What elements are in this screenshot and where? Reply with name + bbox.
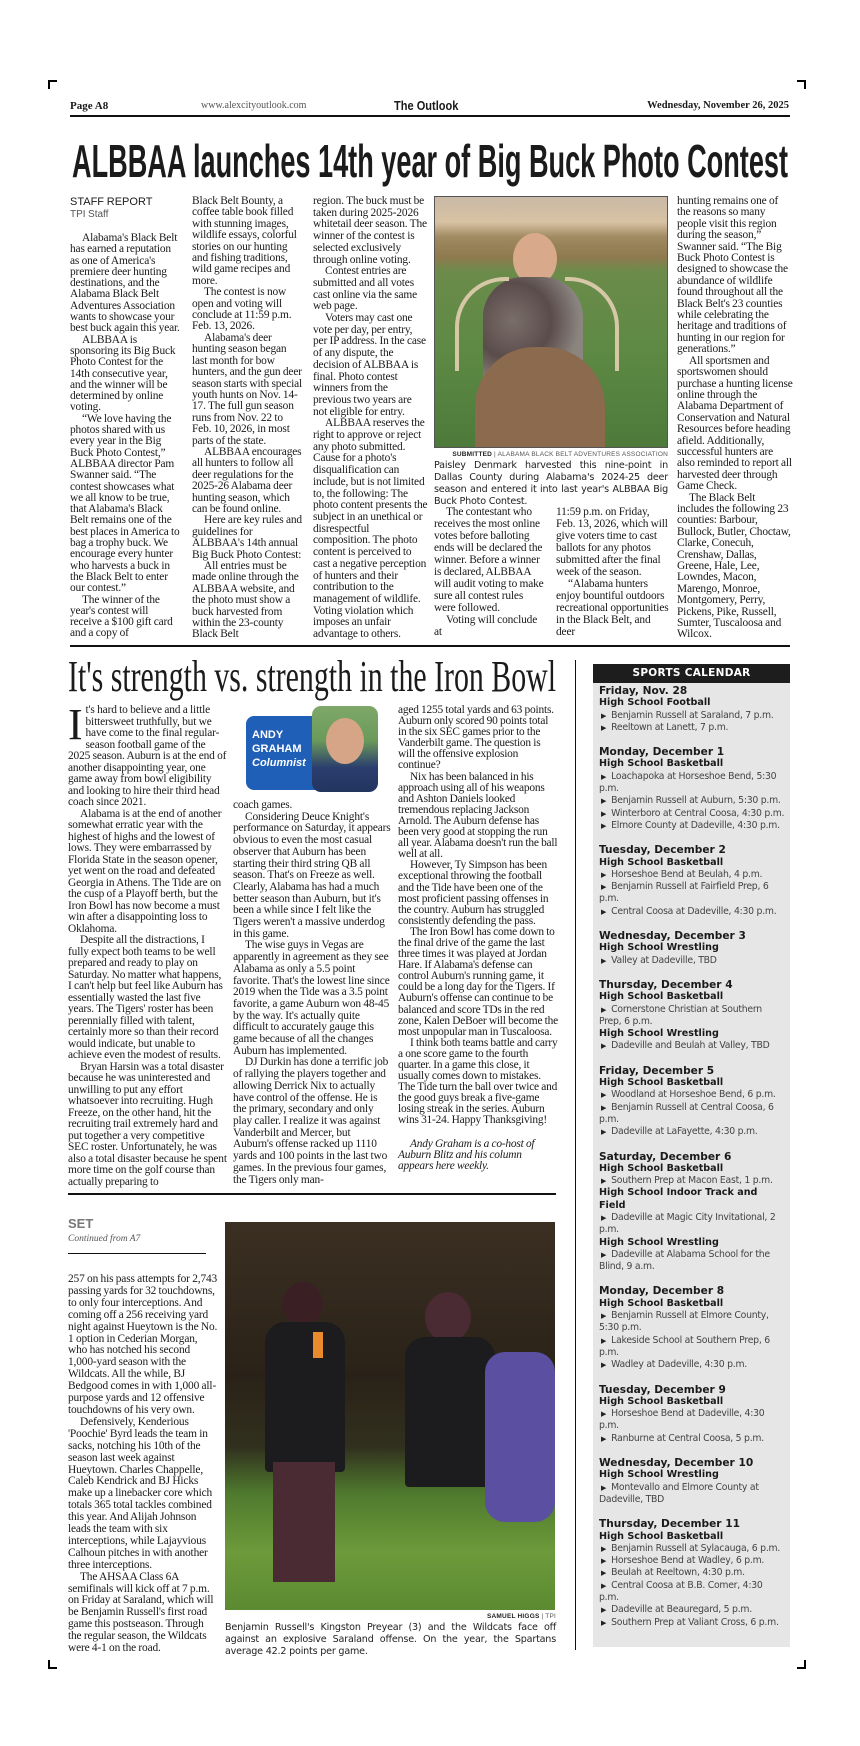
calendar-event bbox=[599, 1004, 785, 1029]
paragraph: Here are key rules and guidelines for ALBBAA's 14th annual Big Buck Photo Contest: bbox=[192, 514, 302, 561]
bullet-triangle-icon: ▶ bbox=[601, 1618, 607, 1627]
lead-paragraph bbox=[68, 700, 227, 809]
event-text: Benjamin Russell at Auburn, 5:30 p.m. bbox=[611, 795, 781, 807]
paragraph: The winner of the year's contest will receive a $100 gift card and a copy of bbox=[70, 593, 173, 640]
bullet-triangle-icon: ▶ bbox=[601, 1434, 607, 1443]
calendar-day bbox=[599, 685, 785, 734]
event-text: Cornerstone Christian at Southern Prep, 6 p.m. bbox=[599, 1003, 762, 1027]
paragraph: Despite all the distractions, I fully expect both teams to be well prepared and ready to play on Saturday. No matter what happens, I can't help but feel like Auburn has essentially wasted the last five years. The Tigers' roster has been perennially filled with talent, certainly more so than their record would indicate, but unable to achieve even the modest of results. bbox=[68, 934, 223, 1061]
article-column bbox=[70, 196, 182, 640]
event-text: Benjamin Russell at Saraland, 7 p.m. bbox=[611, 709, 774, 721]
calendar-date: Saturday, December 6 bbox=[599, 1150, 732, 1163]
calendar-event bbox=[599, 820, 785, 832]
paragraph: Voters may cast one vote per day, per entry, per IP address. In the case of any dispute, the decision of ALBBAA is final. Photo contest winners from the previous two years are not eligible for entry. bbox=[313, 312, 426, 418]
bullet-triangle-icon: ▶ bbox=[601, 1483, 607, 1492]
bullet-triangle-icon: ▶ bbox=[601, 797, 607, 806]
calendar-day bbox=[599, 1518, 785, 1629]
calendar-event bbox=[599, 1567, 785, 1579]
field-marker bbox=[313, 1332, 323, 1358]
calendar-date: Friday, December 5 bbox=[599, 1064, 715, 1077]
calendar-event bbox=[599, 1040, 785, 1052]
columnist-role: Columnist bbox=[252, 757, 306, 769]
bullet-triangle-icon: ▶ bbox=[601, 1312, 607, 1321]
event-text: Reeltown at Lanett, 7 p.m. bbox=[611, 721, 729, 733]
paper-name: The Outlook bbox=[394, 98, 459, 113]
calendar-date: Tuesday, December 2 bbox=[599, 844, 726, 857]
paragraph: ALBBAA is sponsoring its Big Buck Photo Contest for the 14th consecutive year, and the winner will be determined by online voting. bbox=[70, 333, 176, 414]
paragraph: Voting will conclude at bbox=[434, 614, 538, 638]
article-column bbox=[677, 196, 793, 641]
event-text: Benjamin Russell at Central Coosa, 6 p.m. bbox=[599, 1101, 774, 1125]
bullet-triangle-icon: ▶ bbox=[601, 1557, 607, 1566]
article-column bbox=[192, 196, 304, 641]
columnist-face bbox=[326, 718, 364, 764]
paragraph: The AHSAA Class 6A semifinals will kick off at 7 p.m. on Friday at Saraland, which will be Benjamin Russell's first road game this postseason. Through the regular season, the Wildcats were 4-1 on the road. bbox=[68, 1570, 214, 1655]
event-text: Valley at Dadeville, TBD bbox=[611, 954, 717, 966]
byline: STAFF REPORT bbox=[70, 196, 153, 208]
calendar-event bbox=[599, 771, 785, 796]
calendar-day bbox=[599, 1151, 785, 1274]
crop-mark bbox=[797, 80, 806, 89]
section-rule bbox=[70, 645, 790, 647]
calendar-event bbox=[599, 1089, 785, 1101]
event-text: Dadeville at Magic City Invitational, 2 p.m. bbox=[599, 1211, 776, 1236]
calendar-event bbox=[599, 1408, 785, 1433]
event-text: Woodland at Horseshoe Bend, 6 p.m. bbox=[611, 1089, 776, 1101]
columnist-photo bbox=[312, 706, 378, 792]
calendar-sport: High School Basketball bbox=[599, 758, 724, 770]
article-column bbox=[68, 700, 227, 1188]
bullet-triangle-icon: ▶ bbox=[601, 1544, 607, 1553]
event-text: Benjamin Russell at Sylacauga, 6 p.m. bbox=[611, 1542, 781, 1554]
event-text: Dadeville at Alabama School for the Blind, 9 a.m. bbox=[599, 1248, 770, 1273]
bullet-triangle-icon: ▶ bbox=[601, 1005, 607, 1014]
calendar-sport: High School Indoor Track and Field bbox=[599, 1187, 758, 1211]
calendar-event bbox=[599, 906, 785, 918]
calendar-event bbox=[599, 808, 785, 820]
photo-credit: SUBMITTED | ALABAMA BLACK BELT ADVENTURES ASSOCIATION bbox=[452, 451, 668, 458]
credit-org: TPI bbox=[545, 1613, 556, 1620]
calendar-sport: High School Basketball bbox=[599, 991, 724, 1003]
player-jersey bbox=[265, 1322, 345, 1472]
paragraph: However, Ty Simpson has been exceptional throwing the football and the Tide have been one of the most proficient passing offenses in the country. Auburn has struggled consistently defending the pass. bbox=[398, 859, 549, 927]
calendar-sport: High School Football bbox=[599, 697, 711, 709]
paragraph: Contest entries are submitted and all votes cast online via the same web page. bbox=[313, 265, 418, 313]
calendar-sport: High School Basketball bbox=[599, 1530, 724, 1542]
credit-org: ALABAMA BLACK BELT ADVENTURES ASSOCIATION bbox=[497, 451, 668, 458]
calendar-day bbox=[599, 746, 785, 832]
calendar-day bbox=[599, 1285, 785, 1371]
calendar-event bbox=[599, 955, 785, 967]
paragraph: Considering Deuce Knight's performance on Saturday, it appears obvious to even the most casual observer that Auburn has been starting their third string QB all season. That's on Freeze as well. Clearly, Alabama has had a much better season than Auburn, but it's been a while since I felt like the Tigers weren't a massive underdog in this game. bbox=[233, 810, 391, 940]
paragraph: “We love having the photos shared with us every year in the Big Buck Photo Contest,” ALBBAA director Pam Swanner said. “The contest showcases what we all know to be true, that Alabama's Black Belt remains one of the best places in America to bag a trophy buck. We encourage every hunter who harvests a buck in the Black Belt to enter our contest.” bbox=[70, 412, 180, 595]
opponent-jersey bbox=[485, 1352, 555, 1522]
bullet-triangle-icon: ▶ bbox=[601, 723, 607, 732]
paragraph: Bryan Harsin was a total disaster because he was uninterested and unwilling to put any effort whatsoever into recruiting. Hugh Freeze, on the other hand, hit the recruiting trail extremely hard and put together a very competitive SEC roster. Unfortunately, he was also a total disaster because he spent more time on the golf course than actually preparing to bbox=[68, 1060, 227, 1188]
calendar-event bbox=[599, 1359, 785, 1371]
antler bbox=[455, 277, 509, 371]
paragraph: Alabama is at the end of another somewhat erratic year with the highest of highs and the lowest of lows. They were embarrassed by Florida State in the season opener, yet went on the road and defeated Georgia in Athens. The Tide are on the cusp of a Playoff berth, but the Iron Bowl has now become a must win after a disappointing loss to Oklahoma. bbox=[68, 807, 222, 935]
event-text: Beulah at Reeltown, 4:30 p.m. bbox=[611, 1567, 745, 1579]
article-column bbox=[68, 1274, 218, 1655]
paragraph: Nix has been balanced in his approach using all of his weapons and Ashton Daniels looked tremendous replacing Jackson Arnold. The Auburn defense has been very good at stopping the run all year. Alabama doesn't run the ball well at all. bbox=[398, 770, 558, 861]
calendar-day bbox=[599, 979, 785, 1053]
calendar-sport: High School Basketball bbox=[599, 1395, 724, 1407]
article-column bbox=[556, 506, 670, 638]
column-headline bbox=[68, 654, 556, 700]
event-text: Montevallo and Elmore County at Dadeville, TBD bbox=[599, 1481, 759, 1505]
paragraph: Alabama's Black Belt has earned a reputation as one of America's premiere deer hunting destinations, and the Alabama Black Belt Adventures Association wants to showcase your best buck again this year. bbox=[70, 232, 180, 335]
event-text: Southern Prep at Macon East, 1 p.m. bbox=[611, 1175, 773, 1187]
bullet-triangle-icon: ▶ bbox=[601, 1213, 607, 1222]
player-pants bbox=[273, 1462, 335, 1582]
photo-caption: Benjamin Russell's Kingston Preyear (3) and the Wildcats face off against an explosive Saraland offense. On the year, the Spartans average 42.2 points per game. bbox=[225, 1622, 556, 1657]
calendar-day bbox=[599, 1384, 785, 1445]
calendar-sport: High School Wrestling bbox=[599, 1469, 719, 1481]
paragraph: Defensively, Kenderious 'Poochie' Byrd leads the team in sacks, notching his 10th of the season last week against Hueytown. Charles Chappelle, Caleb Kendrick and BJ Hicks make up a linebacker core which totals 365 total tackles combined this year. And Alijah Johnson leads the team with six interceptions, while Lajayvious Calhoun pitches in with another three interceptions. bbox=[68, 1415, 213, 1571]
paragraph: The contestant who receives the most online votes before balloting ends will be declared the winner. Before a winner is declared, ALBBAA will audit voting to make sure all contest rules were followed. bbox=[434, 506, 544, 614]
event-text: Horseshoe Bend at Wadley, 6 p.m. bbox=[611, 1555, 765, 1567]
headline-text: ALBBAA launches 14th year of Big Buck Photo Contest bbox=[72, 135, 788, 187]
event-text: Horseshoe Bend at Dadeville, 4:30 p.m. bbox=[599, 1408, 765, 1432]
bullet-triangle-icon: ▶ bbox=[601, 711, 607, 720]
player-helmet bbox=[283, 1282, 323, 1326]
bullet-triangle-icon: ▶ bbox=[601, 956, 607, 965]
paragraph: 257 on his pass attempts for 2,743 passing yards for 32 touchdowns, to only four interceptions. And coming off a 256 receiving yard night against Hueytown is the No. 1 option in Cederian Morgan, who has notched his second 1,000-yard season with the Wildcats. All the while, BJ Bedgood comes in with 1,000 all-purpose yards and 12 offensive touchdowns of his very own. bbox=[68, 1273, 218, 1416]
bullet-triangle-icon: ▶ bbox=[601, 772, 607, 781]
event-text: Central Coosa at B.B. Comer, 4:30 p.m. bbox=[599, 1579, 763, 1603]
paragraph: All sportsmen and sportswomen should purchase a hunting license online through the Alabama Department of Conservation and Natural Resources before heading afield. Additionally, successful hunters are also reminded to report all harvested deer through Game Check. bbox=[677, 354, 793, 493]
calendar-event bbox=[599, 881, 785, 906]
calendar-event bbox=[599, 710, 785, 722]
player-jersey bbox=[405, 1337, 495, 1487]
paragraph: ALBBAA reserves the right to approve or reject any photo submitted. Cause for a photo's disqualification can include, but is not limited to, the following: The photo content presents the subject in an unethical or disrespectful composition. The photo content is perceived to cast a negative perception of hunters and their contribution to the management of wildlife. Voting violation which imposes an unfair advantage to others. bbox=[313, 417, 428, 641]
calendar-event bbox=[599, 795, 785, 807]
calendar-event bbox=[599, 1310, 785, 1335]
paragraph: “Alabama hunters enjoy bountiful outdoors recreational opportunities in the Black Belt, and deer bbox=[556, 578, 669, 638]
bullet-triangle-icon: ▶ bbox=[601, 1103, 607, 1112]
jump-rule bbox=[68, 1253, 206, 1254]
paragraph: coach games. bbox=[233, 799, 293, 811]
event-text: Lakeside School at Southern Prep, 6 p.m. bbox=[599, 1334, 770, 1358]
bullet-triangle-icon: ▶ bbox=[601, 1336, 607, 1345]
calendar-event bbox=[599, 1433, 785, 1445]
calendar-event bbox=[599, 1617, 785, 1629]
calendar-sport: High School Wrestling bbox=[599, 1028, 719, 1040]
football-photo bbox=[225, 1222, 555, 1610]
lead-text: t's hard to believe and a little bittersweet truthfully, but we have come to the final regular-season football game of the 2025 season. Auburn is at the end of another disappointing year, one game away from bowl eligibility and looking to hire their third head coach since 2021. bbox=[68, 704, 227, 808]
article-column bbox=[313, 196, 428, 641]
calendar-event bbox=[599, 722, 785, 734]
calendar-day bbox=[599, 930, 785, 967]
calendar-date: Thursday, December 11 bbox=[599, 1518, 740, 1531]
calendar-day bbox=[599, 844, 785, 918]
player-helmet bbox=[425, 1292, 471, 1342]
calendar-event bbox=[599, 1482, 785, 1507]
event-text: Central Coosa at Dadeville, 4:30 p.m. bbox=[611, 905, 777, 917]
calendar-event bbox=[599, 1102, 785, 1127]
bullet-triangle-icon: ▶ bbox=[601, 821, 607, 830]
sports-calendar bbox=[593, 664, 790, 1647]
columnist-first-name: ANDY bbox=[252, 729, 284, 741]
bullet-triangle-icon: ▶ bbox=[601, 883, 607, 892]
credit-name: SUBMITTED bbox=[452, 451, 493, 458]
page-number: Page A8 bbox=[70, 100, 109, 112]
bullet-triangle-icon: ▶ bbox=[601, 1128, 607, 1137]
paragraph: DJ Durkin has done a terrific job of rallying the players together and allowing Derrick Nix to actually have control of the offense. He is the primary, secondary and only play caller. I realize it was against Vanderbilt and Mercer, but Auburn's offense racked up 1110 yards and 100 points in the last two games. In the previous four games, the Tigers only man- bbox=[233, 1056, 389, 1186]
calendar-date: Wednesday, December 10 bbox=[599, 1457, 754, 1470]
paragraph: ALBBAA encourages all hunters to follow all deer regulations for the 2025-26 Alabama deer hunting season, which can be found online. bbox=[192, 445, 302, 515]
crop-mark bbox=[48, 80, 57, 89]
bullet-triangle-icon: ▶ bbox=[601, 1581, 607, 1590]
continued-from: Continued from A7 bbox=[68, 1234, 141, 1244]
calendar-event bbox=[599, 1580, 785, 1605]
event-text: Dadeville and Beulah at Valley, TBD bbox=[611, 1040, 770, 1052]
jump-label: SET bbox=[68, 1216, 94, 1231]
author-tagline: Andy Graham is a co-host of Auburn Blitz and his column appears here weekly. bbox=[398, 1137, 535, 1172]
calendar-title: SPORTS CALENDAR bbox=[593, 664, 790, 683]
calendar-sport: High School Wrestling bbox=[599, 1236, 719, 1248]
calendar-date: Thursday, December 4 bbox=[599, 978, 733, 991]
event-text: Loachapoka at Horseshoe Bend, 5:30 p.m. bbox=[599, 770, 777, 795]
calendar-event bbox=[599, 1249, 785, 1274]
deer-hunter-photo bbox=[434, 196, 668, 448]
event-text: Horseshoe Bend at Beulah, 4 p.m. bbox=[611, 868, 763, 880]
column-divider bbox=[575, 660, 576, 1650]
calendar-date: Tuesday, December 9 bbox=[599, 1383, 726, 1396]
bullet-triangle-icon: ▶ bbox=[601, 1250, 607, 1259]
bullet-triangle-icon: ▶ bbox=[601, 1410, 607, 1419]
paragraph: 11:59 p.m. on Friday, Feb. 13, 2026, which will give voters time to cast ballots for any photos submitted after the final week of the season. bbox=[556, 506, 668, 578]
paragraph: I think both teams battle and carry a one score game to the fourth quarter. In a game this close, it usually comes down to mistakes. The Tide turn the ball over twice and the good guys break a five-game losing streak in the series. Auburn wins 31-24. Happy Thanksgiving! bbox=[398, 1036, 558, 1127]
paragraph: The contest is now open and voting will conclude at 11:59 p.m. Feb. 13, 2026. bbox=[192, 286, 292, 333]
bullet-triangle-icon: ▶ bbox=[601, 907, 607, 916]
masthead-rule bbox=[70, 115, 790, 117]
bullet-triangle-icon: ▶ bbox=[601, 1042, 607, 1051]
section-rule bbox=[68, 1193, 556, 1195]
event-text: Benjamin Russell at Elmore County, 5:30 p.m. bbox=[599, 1310, 769, 1334]
calendar-event bbox=[599, 1604, 785, 1616]
crop-mark bbox=[48, 1660, 57, 1669]
paragraph: Alabama's deer hunting season began last month for bow hunters, and the gun deer season starts with special youth hunts on Nov. 14-17. The full gun season runs from Nov. 22 to Feb. 10, 2026, in most parts of the state. bbox=[192, 331, 303, 447]
paragraph: Black Belt Bounty, a coffee table book filled with stunning images, wildlife essays, colorful stories on our hunting and fishing traditions, wild game recipes and more. bbox=[192, 195, 297, 287]
calendar-sport: High School Wrestling bbox=[599, 942, 719, 954]
article-column bbox=[434, 506, 547, 638]
event-text: Benjamin Russell at Fairfield Prep, 6 p.m. bbox=[599, 881, 769, 905]
bullet-triangle-icon: ▶ bbox=[601, 1091, 607, 1100]
bullet-triangle-icon: ▶ bbox=[601, 1361, 607, 1370]
bullet-triangle-icon: ▶ bbox=[601, 1569, 607, 1578]
calendar-day bbox=[599, 1065, 785, 1139]
event-text: Southern Prep at Valiant Cross, 6 p.m. bbox=[611, 1616, 779, 1628]
calendar-sport: High School Basketball bbox=[599, 1077, 724, 1089]
drop-cap: I bbox=[68, 700, 83, 749]
calendar-sport: High School Basketball bbox=[599, 1297, 724, 1309]
calendar-event bbox=[599, 1543, 785, 1555]
bullet-triangle-icon: ▶ bbox=[601, 1606, 607, 1615]
article-headline bbox=[72, 134, 788, 188]
headline-text: It's strength vs. strength in the Iron Bowl bbox=[68, 652, 556, 701]
website-link[interactable]: www.alexcityoutlook.com bbox=[201, 100, 307, 111]
paragraph: hunting remains one of the reasons so many people visit this region during the season,” Swanner said. “The Big Buck Photo Contest is designed to showcase the abundance of wildlife found throughout all the Black Belt's 23 counties while celebrating the heritage and traditions of hunting in our region for generations.” bbox=[677, 195, 788, 356]
calendar-sport: High School Basketball bbox=[599, 856, 724, 868]
article-column bbox=[398, 705, 558, 1172]
bullet-triangle-icon: ▶ bbox=[601, 870, 607, 879]
calendar-event bbox=[599, 1335, 785, 1360]
calendar-date: Monday, December 1 bbox=[599, 746, 725, 759]
calendar-date: Monday, December 8 bbox=[599, 1285, 725, 1298]
paragraph: All entries must be made online through the ALBBAA website, and the photo must show a buck harvested from within the 23-county Black Belt bbox=[192, 560, 299, 641]
calendar-event bbox=[599, 1175, 785, 1187]
paragraph: region. The buck must be taken during 2025-2026 whitetail deer season. The winner of the contest is selected exclusively through online voting. bbox=[313, 195, 427, 266]
paragraph: The wise guys in Vegas are apparently in agreement as they see Alabama as only a 5.5 point favorite. That's the lowest line since 2019 when the Tide was a 3.5 point favorite, a game Auburn won 48-45 by the way. It's actually quite difficult to accurately gauge this game because of all the changes Auburn has implemented. bbox=[233, 939, 390, 1057]
paragraph: aged 1255 total yards and 63 points. Auburn only scored 90 points total in the six SEC games prior to the Vanderbilt game. The question is will the offensive explosion continue? bbox=[398, 704, 554, 772]
calendar-event bbox=[599, 1126, 785, 1138]
event-text: Wadley at Dadeville, 4:30 p.m. bbox=[611, 1359, 747, 1371]
article-column bbox=[233, 800, 392, 1186]
event-text: Ranburne at Central Coosa, 5 p.m. bbox=[611, 1432, 764, 1444]
bullet-triangle-icon: ▶ bbox=[601, 1177, 607, 1186]
calendar-day bbox=[599, 1457, 785, 1506]
calendar-event bbox=[599, 1212, 785, 1237]
byline-org: TPI Staff bbox=[70, 209, 109, 220]
columnist-last-name: GRAHAM bbox=[252, 743, 302, 755]
issue-date: Wednesday, November 26, 2025 bbox=[647, 100, 789, 111]
paragraph: The Iron Bowl has come down to the final drive of the game the last three times it was played at Jordan Hare. If Alabama's defense can control Auburn's running game, it could be a long day for the Tigers. If Auburn's offense can continue to be balanced and score TDs in the red zone, Kalen DeBoer will become the most unpopular man in Tuscaloosa. bbox=[398, 925, 558, 1038]
calendar-event bbox=[599, 1555, 785, 1567]
calendar-event bbox=[599, 869, 785, 881]
crop-mark bbox=[797, 1660, 806, 1669]
event-text: Winterboro at Central Coosa, 4:30 p.m. bbox=[611, 807, 785, 819]
antler bbox=[565, 277, 619, 371]
calendar-body bbox=[593, 683, 790, 1641]
calendar-sport: High School Basketball bbox=[599, 1162, 724, 1174]
photo-caption: Paisley Denmark harvested this nine-point in Dallas County during Alabama's 2024-25 deer season and entered it into last year's ALBBAA Big Buck Photo Contest. bbox=[434, 460, 668, 507]
event-text: Elmore County at Dadeville, 4:30 p.m. bbox=[611, 819, 780, 831]
bullet-triangle-icon: ▶ bbox=[601, 809, 607, 818]
calendar-date: Wednesday, December 3 bbox=[599, 930, 746, 943]
photo-credit: SAMUEL HIGGS | TPI bbox=[487, 1613, 556, 1620]
event-text: Dadeville at LaFayette, 4:30 p.m. bbox=[611, 1126, 758, 1138]
calendar-date: Friday, Nov. 28 bbox=[599, 685, 688, 697]
credit-name: SAMUEL HIGGS bbox=[487, 1613, 540, 1620]
paragraph: The Black Belt includes the following 23 counties: Barbour, Bullock, Butler, Choctaw, Clarke, Conecuh, Crenshaw, Dallas, Greene, Hale, Lee, Lowndes, Macon, Marengo, Monroe, Montgomery, Perry, Pickens, Pike, Russell, Sumter, Tuscaloosa and Wilcox. bbox=[677, 491, 791, 641]
event-text: Dadeville at Beauregard, 5 p.m. bbox=[611, 1604, 752, 1616]
